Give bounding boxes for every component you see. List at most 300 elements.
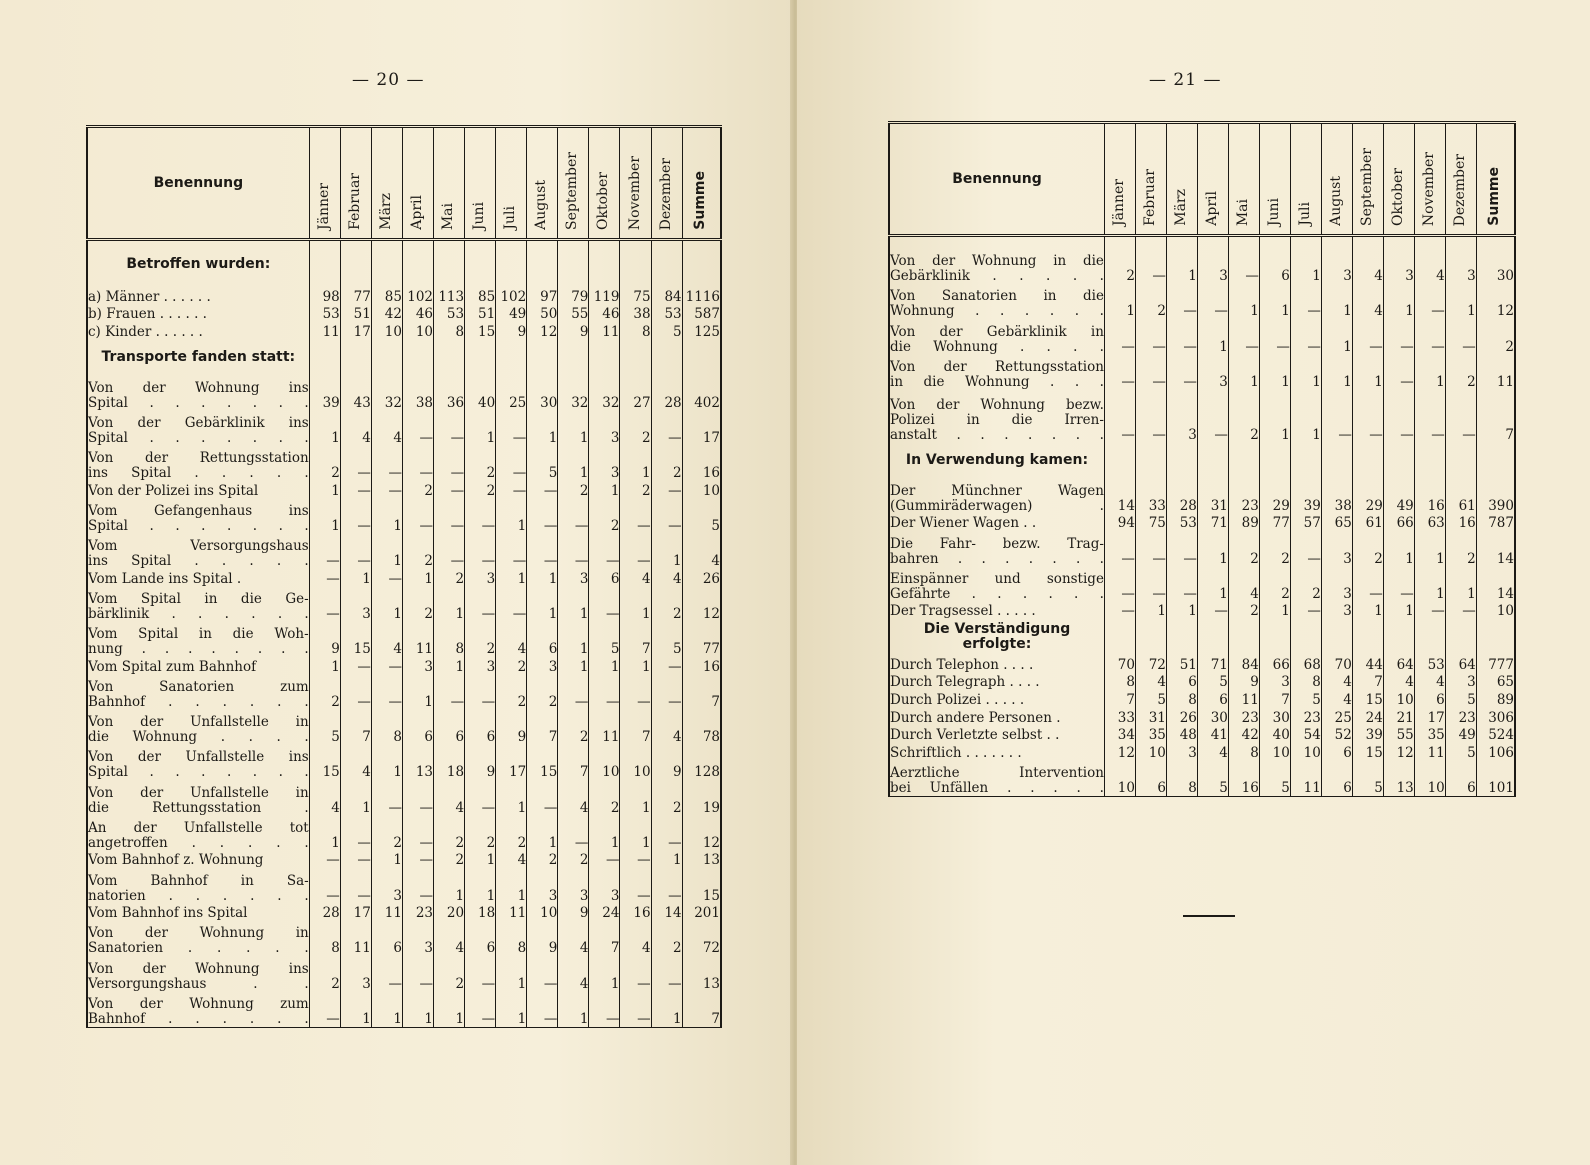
row-value: 7: [527, 710, 558, 745]
column-header-month: [340, 127, 371, 240]
row-label-line: angetroffen . . . . .: [88, 834, 309, 851]
row-value: 4: [620, 921, 651, 956]
row-value: 61: [1445, 479, 1476, 514]
row-value: 4: [434, 921, 465, 956]
row-value: 8: [434, 622, 465, 657]
row-value: 23: [402, 904, 433, 922]
row-value: 2: [402, 481, 433, 499]
column-header-month: [1197, 123, 1228, 236]
row-value: —: [589, 534, 620, 569]
row-value: —: [1445, 319, 1476, 354]
empty-cell: [402, 240, 433, 288]
empty-cell: [651, 340, 682, 376]
row-label: [889, 567, 1104, 602]
row-value: —: [558, 534, 589, 569]
row-label: [889, 319, 1104, 354]
row-value: 61: [1352, 514, 1383, 532]
row-value: 6: [1321, 761, 1352, 797]
empty-cell: [371, 240, 402, 288]
row-value: 2: [1135, 284, 1166, 319]
row-value: —: [1290, 319, 1321, 354]
row-value: 3: [340, 956, 371, 991]
row-total: 16: [682, 446, 721, 481]
row-value: 4: [558, 956, 589, 991]
empty-cell: [682, 240, 721, 288]
row-total: 524: [1476, 726, 1515, 744]
row-value: 21: [1383, 708, 1414, 726]
row-label: [87, 710, 309, 745]
empty-cell: [402, 340, 433, 376]
row-value: 97: [527, 287, 558, 305]
row-value: 89: [1228, 514, 1259, 532]
row-value: —: [434, 411, 465, 446]
column-header-label: März: [377, 193, 394, 230]
row-value: 4: [1352, 249, 1383, 284]
header-row: [889, 123, 1515, 236]
row-total: 4: [682, 534, 721, 569]
row-value: 8: [1166, 761, 1197, 797]
row-value: 1: [558, 622, 589, 657]
column-header-month: [1321, 123, 1352, 236]
column-header-label: Juli: [1296, 202, 1313, 226]
row-total: 30: [1476, 249, 1515, 284]
row-value: 4: [1352, 284, 1383, 319]
row-value: 17: [496, 745, 527, 780]
row-value: —: [434, 499, 465, 534]
row-value: —: [620, 956, 651, 991]
empty-cell: [1476, 236, 1515, 250]
row-value: 4: [371, 411, 402, 446]
row-value: 3: [1321, 602, 1352, 620]
row-value: 1: [371, 992, 402, 1028]
row-value: 1: [1352, 355, 1383, 390]
row-label: [87, 587, 309, 622]
row-value: 71: [1197, 655, 1228, 673]
row-value: 1: [589, 657, 620, 675]
row-value: —: [1166, 319, 1197, 354]
row-total: 78: [682, 710, 721, 745]
row-value: —: [589, 587, 620, 622]
section-heading: Betroffen wurden:: [87, 240, 309, 288]
row-label: [889, 284, 1104, 319]
row-value: 11: [1228, 690, 1259, 708]
row-value: 9: [1228, 673, 1259, 691]
row-value: 7: [1259, 690, 1290, 708]
column-header-month: [682, 127, 721, 240]
row-value: 4: [371, 622, 402, 657]
row-value: 6: [465, 710, 496, 745]
column-header-label: September: [564, 152, 581, 230]
row-label: [87, 816, 309, 851]
row-value: 71: [1197, 514, 1228, 532]
row-value: 3: [465, 657, 496, 675]
row-value: 119: [589, 287, 620, 305]
row-value: 85: [371, 287, 402, 305]
empty-cell: [1321, 443, 1352, 479]
empty-cell: [1197, 443, 1228, 479]
row-label: [87, 446, 309, 481]
row-value: —: [340, 816, 371, 851]
row-value: —: [589, 675, 620, 710]
row-label: [889, 743, 1104, 761]
row-value: —: [1290, 602, 1321, 620]
row-value: 66: [1383, 514, 1414, 532]
row-value: 3: [1166, 743, 1197, 761]
row-total: 5: [682, 499, 721, 534]
row-value: 53: [434, 305, 465, 323]
row-value: 11: [371, 904, 402, 922]
row-value: 1: [496, 956, 527, 991]
row-value: —: [340, 675, 371, 710]
row-value: 18: [434, 745, 465, 780]
row-value: 39: [1290, 479, 1321, 514]
row-value: 1: [1166, 602, 1197, 620]
row-value: 4: [1383, 673, 1414, 691]
row-value: —: [496, 534, 527, 569]
row-value: —: [1166, 284, 1197, 319]
empty-cell: [620, 340, 651, 376]
row-value: 5: [1197, 673, 1228, 691]
row-value: 3: [1166, 390, 1197, 443]
table-row: [87, 481, 721, 499]
row-value: —: [465, 780, 496, 815]
row-value: 3: [1197, 355, 1228, 390]
row-value: 2: [496, 816, 527, 851]
empty-cell: [1290, 443, 1321, 479]
row-value: 11: [589, 322, 620, 340]
row-label: [889, 708, 1104, 726]
row-value: 3: [527, 657, 558, 675]
row-label-line: Vom Bahnhof z. Wohnung: [88, 852, 264, 869]
table-row: [87, 675, 721, 710]
row-value: —: [1104, 319, 1135, 354]
row-label-line: Von der Wohnung ins: [88, 379, 309, 396]
row-value: 84: [1228, 655, 1259, 673]
row-value: 1: [402, 569, 433, 587]
page-left: [0, 0, 793, 1165]
table-row: [87, 587, 721, 622]
row-label-line: Der Münchner Wagen: [890, 482, 1104, 499]
row-label-line: natorien . . . . . .: [88, 887, 309, 904]
empty-cell: [465, 340, 496, 376]
table-row: [889, 726, 1515, 744]
row-value: —: [1383, 390, 1414, 443]
row-label-line: Von der Polizei ins Spital: [88, 482, 259, 499]
table-row: [889, 743, 1515, 761]
empty-cell: [309, 240, 340, 288]
row-value: —: [309, 569, 340, 587]
row-value: 9: [465, 745, 496, 780]
row-total: 128: [682, 745, 721, 780]
row-value: 70: [1321, 655, 1352, 673]
row-value: 38: [402, 376, 433, 411]
row-label: [889, 479, 1104, 514]
row-value: —: [1135, 355, 1166, 390]
row-label-line: Der Wiener Wagen . .: [890, 515, 1037, 532]
row-value: 6: [402, 710, 433, 745]
row-label-line: Von der Gebärklinik in: [890, 323, 1104, 340]
table-row: [889, 479, 1515, 514]
row-label-line: die Wohnung . . . .: [890, 338, 1104, 355]
column-header-month: [1104, 123, 1135, 236]
row-value: 1: [620, 587, 651, 622]
row-label: [87, 657, 309, 675]
row-value: 1: [527, 569, 558, 587]
empty-cell: [1445, 236, 1476, 250]
row-value: 98: [309, 287, 340, 305]
row-value: 39: [309, 376, 340, 411]
row-value: 11: [1414, 743, 1445, 761]
row-value: 1: [558, 587, 589, 622]
table-row: [87, 921, 721, 956]
row-label: [889, 390, 1104, 443]
empty-cell: [1166, 236, 1197, 250]
row-value: —: [1383, 355, 1414, 390]
table-row: [87, 534, 721, 569]
row-value: —: [1166, 567, 1197, 602]
row-value: —: [1445, 390, 1476, 443]
row-value: 4: [558, 921, 589, 956]
row-label: [87, 499, 309, 534]
row-value: 1: [496, 868, 527, 903]
empty-cell: [1104, 619, 1135, 655]
row-value: 6: [1197, 690, 1228, 708]
column-header-label: Mai: [440, 202, 457, 230]
row-value: 28: [1166, 479, 1197, 514]
page-number: — 21 —: [1149, 70, 1222, 90]
row-value: 1: [1321, 319, 1352, 354]
row-label: [87, 622, 309, 657]
empty-cell: [1414, 236, 1445, 250]
row-label-line: Durch Telephon . . . .: [890, 656, 1034, 673]
row-label-line: a) Männer . . . . . .: [88, 288, 211, 305]
row-value: 2: [651, 587, 682, 622]
empty-cell: [1259, 236, 1290, 250]
empty-cell: [682, 340, 721, 376]
row-value: 2: [589, 499, 620, 534]
row-value: 9: [558, 322, 589, 340]
column-header-month: [1414, 123, 1445, 236]
row-value: 10: [527, 904, 558, 922]
row-label-line: (Gummiräderwagen) .: [890, 497, 1104, 514]
empty-cell: [1352, 619, 1383, 655]
row-value: 7: [620, 622, 651, 657]
row-value: 2: [558, 851, 589, 869]
row-value: 3: [589, 868, 620, 903]
row-total: 17: [682, 411, 721, 446]
table-row: [889, 655, 1515, 673]
row-value: 1: [434, 992, 465, 1028]
row-value: 16: [620, 904, 651, 922]
row-total: 13: [682, 956, 721, 991]
row-value: 1: [309, 481, 340, 499]
empty-cell: [558, 240, 589, 288]
column-header-month: [1290, 123, 1321, 236]
row-value: 102: [402, 287, 433, 305]
row-value: 8: [620, 322, 651, 340]
statistics-table: [888, 121, 1516, 797]
row-value: 2: [1290, 567, 1321, 602]
row-value: —: [371, 481, 402, 499]
row-label-line: bahren . . . . . . .: [890, 550, 1104, 567]
row-value: 51: [1166, 655, 1197, 673]
row-value: 75: [1135, 514, 1166, 532]
row-value: 2: [465, 622, 496, 657]
row-label-line: Spital . . . . . . .: [88, 430, 309, 447]
empty-cell: [651, 240, 682, 288]
row-value: 1: [1197, 531, 1228, 566]
row-value: 24: [1352, 708, 1383, 726]
row-value: —: [434, 446, 465, 481]
row-value: —: [1445, 602, 1476, 620]
row-value: 7: [558, 745, 589, 780]
row-value: 1: [1383, 284, 1414, 319]
column-header-label: Jänner: [1110, 179, 1127, 226]
column-header-month: [1383, 123, 1414, 236]
row-value: 5: [309, 710, 340, 745]
row-value: 3: [558, 868, 589, 903]
row-value: 28: [651, 376, 682, 411]
row-value: 16: [1445, 514, 1476, 532]
column-header-name: Benennung: [889, 123, 1104, 236]
row-value: 20: [434, 904, 465, 922]
row-total: 16: [682, 657, 721, 675]
row-total: 14: [1476, 531, 1515, 566]
row-value: 3: [340, 587, 371, 622]
row-value: 1: [620, 816, 651, 851]
row-label-line: Gefährte . . . . . .: [890, 585, 1104, 602]
row-value: 40: [465, 376, 496, 411]
row-value: 84: [651, 287, 682, 305]
row-value: —: [651, 675, 682, 710]
row-label: [87, 481, 309, 499]
column-header-month: [402, 127, 433, 240]
row-label: [87, 675, 309, 710]
row-value: 46: [402, 305, 433, 323]
row-label-line: Vom Spital in die Ge-: [88, 591, 309, 608]
column-header-label: August: [533, 180, 550, 230]
row-label-line: Von der Rettungsstation: [88, 450, 309, 467]
row-value: —: [371, 780, 402, 815]
row-label: [889, 531, 1104, 566]
row-label-line: Vom Lande ins Spital .: [88, 570, 242, 587]
row-total: 1116: [682, 287, 721, 305]
row-value: —: [465, 499, 496, 534]
row-value: 2: [527, 675, 558, 710]
row-label-line: Von der Wohnung zum: [88, 995, 309, 1012]
row-value: —: [402, 499, 433, 534]
column-header-label: Juni: [471, 201, 488, 230]
row-value: 102: [496, 287, 527, 305]
row-value: —: [558, 816, 589, 851]
empty-cell: [1321, 619, 1352, 655]
row-value: 1: [620, 780, 651, 815]
row-value: —: [402, 780, 433, 815]
row-value: 1: [340, 780, 371, 815]
row-value: —: [371, 675, 402, 710]
row-value: 51: [465, 305, 496, 323]
table-row: [87, 499, 721, 534]
row-value: —: [651, 816, 682, 851]
row-value: 53: [309, 305, 340, 323]
row-value: 31: [1135, 708, 1166, 726]
row-value: —: [340, 851, 371, 869]
table-row: [87, 411, 721, 446]
row-value: 38: [1321, 479, 1352, 514]
row-total: 106: [1476, 743, 1515, 761]
column-header-label: November: [1420, 151, 1437, 226]
row-label: [87, 921, 309, 956]
table-row: [87, 904, 721, 922]
column-header-label: Juni: [1265, 197, 1282, 226]
row-value: 3: [589, 411, 620, 446]
row-total: 12: [682, 587, 721, 622]
row-total: 7: [682, 675, 721, 710]
row-label-line: Von Sanatorien zum: [88, 679, 309, 696]
row-label: [87, 868, 309, 903]
row-value: 8: [309, 921, 340, 956]
row-label-line: nung . . . . . . . .: [88, 641, 309, 658]
row-total: 101: [1476, 761, 1515, 797]
row-label-line: anstalt . . . . . . .: [890, 426, 1104, 443]
row-value: 49: [1445, 726, 1476, 744]
row-label-line: Von der Gebärklinik ins: [88, 415, 309, 432]
row-value: 3: [558, 569, 589, 587]
column-header-month: [434, 127, 465, 240]
row-value: 1: [434, 657, 465, 675]
row-value: 2: [465, 816, 496, 851]
table-row: [87, 287, 721, 305]
empty-cell: [1135, 619, 1166, 655]
empty-cell: [1321, 236, 1352, 250]
row-label-line: Durch Telegraph . . . .: [890, 674, 1040, 691]
row-value: 11: [496, 904, 527, 922]
row-value: 10: [371, 322, 402, 340]
row-value: —: [651, 868, 682, 903]
row-value: —: [309, 587, 340, 622]
column-header-name: Benennung: [87, 127, 309, 240]
row-value: 5: [1135, 690, 1166, 708]
section-heading: In Verwendung kamen:: [889, 443, 1104, 479]
row-value: 14: [1104, 479, 1135, 514]
row-value: 34: [1104, 726, 1135, 744]
row-value: —: [1135, 390, 1166, 443]
column-header-month: [1476, 123, 1515, 236]
row-value: 7: [340, 710, 371, 745]
row-value: —: [651, 956, 682, 991]
row-value: —: [402, 446, 433, 481]
row-value: 3: [527, 868, 558, 903]
row-value: 41: [1197, 726, 1228, 744]
row-value: 6: [371, 921, 402, 956]
row-total: 201: [682, 904, 721, 922]
row-value: 5: [1352, 761, 1383, 797]
row-value: 1: [1290, 355, 1321, 390]
row-value: 2: [309, 446, 340, 481]
row-label-line: Durch Polizei . . . . .: [890, 692, 1025, 709]
empty-cell: [527, 240, 558, 288]
column-header-month: [1445, 123, 1476, 236]
row-label-line: Vom Bahnhof ins Spital: [88, 905, 248, 922]
row-value: 15: [309, 745, 340, 780]
row-label: [889, 602, 1104, 620]
row-value: 7: [1104, 690, 1135, 708]
row-value: 29: [1352, 479, 1383, 514]
row-value: 7: [589, 921, 620, 956]
row-value: —: [527, 499, 558, 534]
column-header-label: April: [1203, 191, 1220, 226]
empty-cell: [1290, 619, 1321, 655]
